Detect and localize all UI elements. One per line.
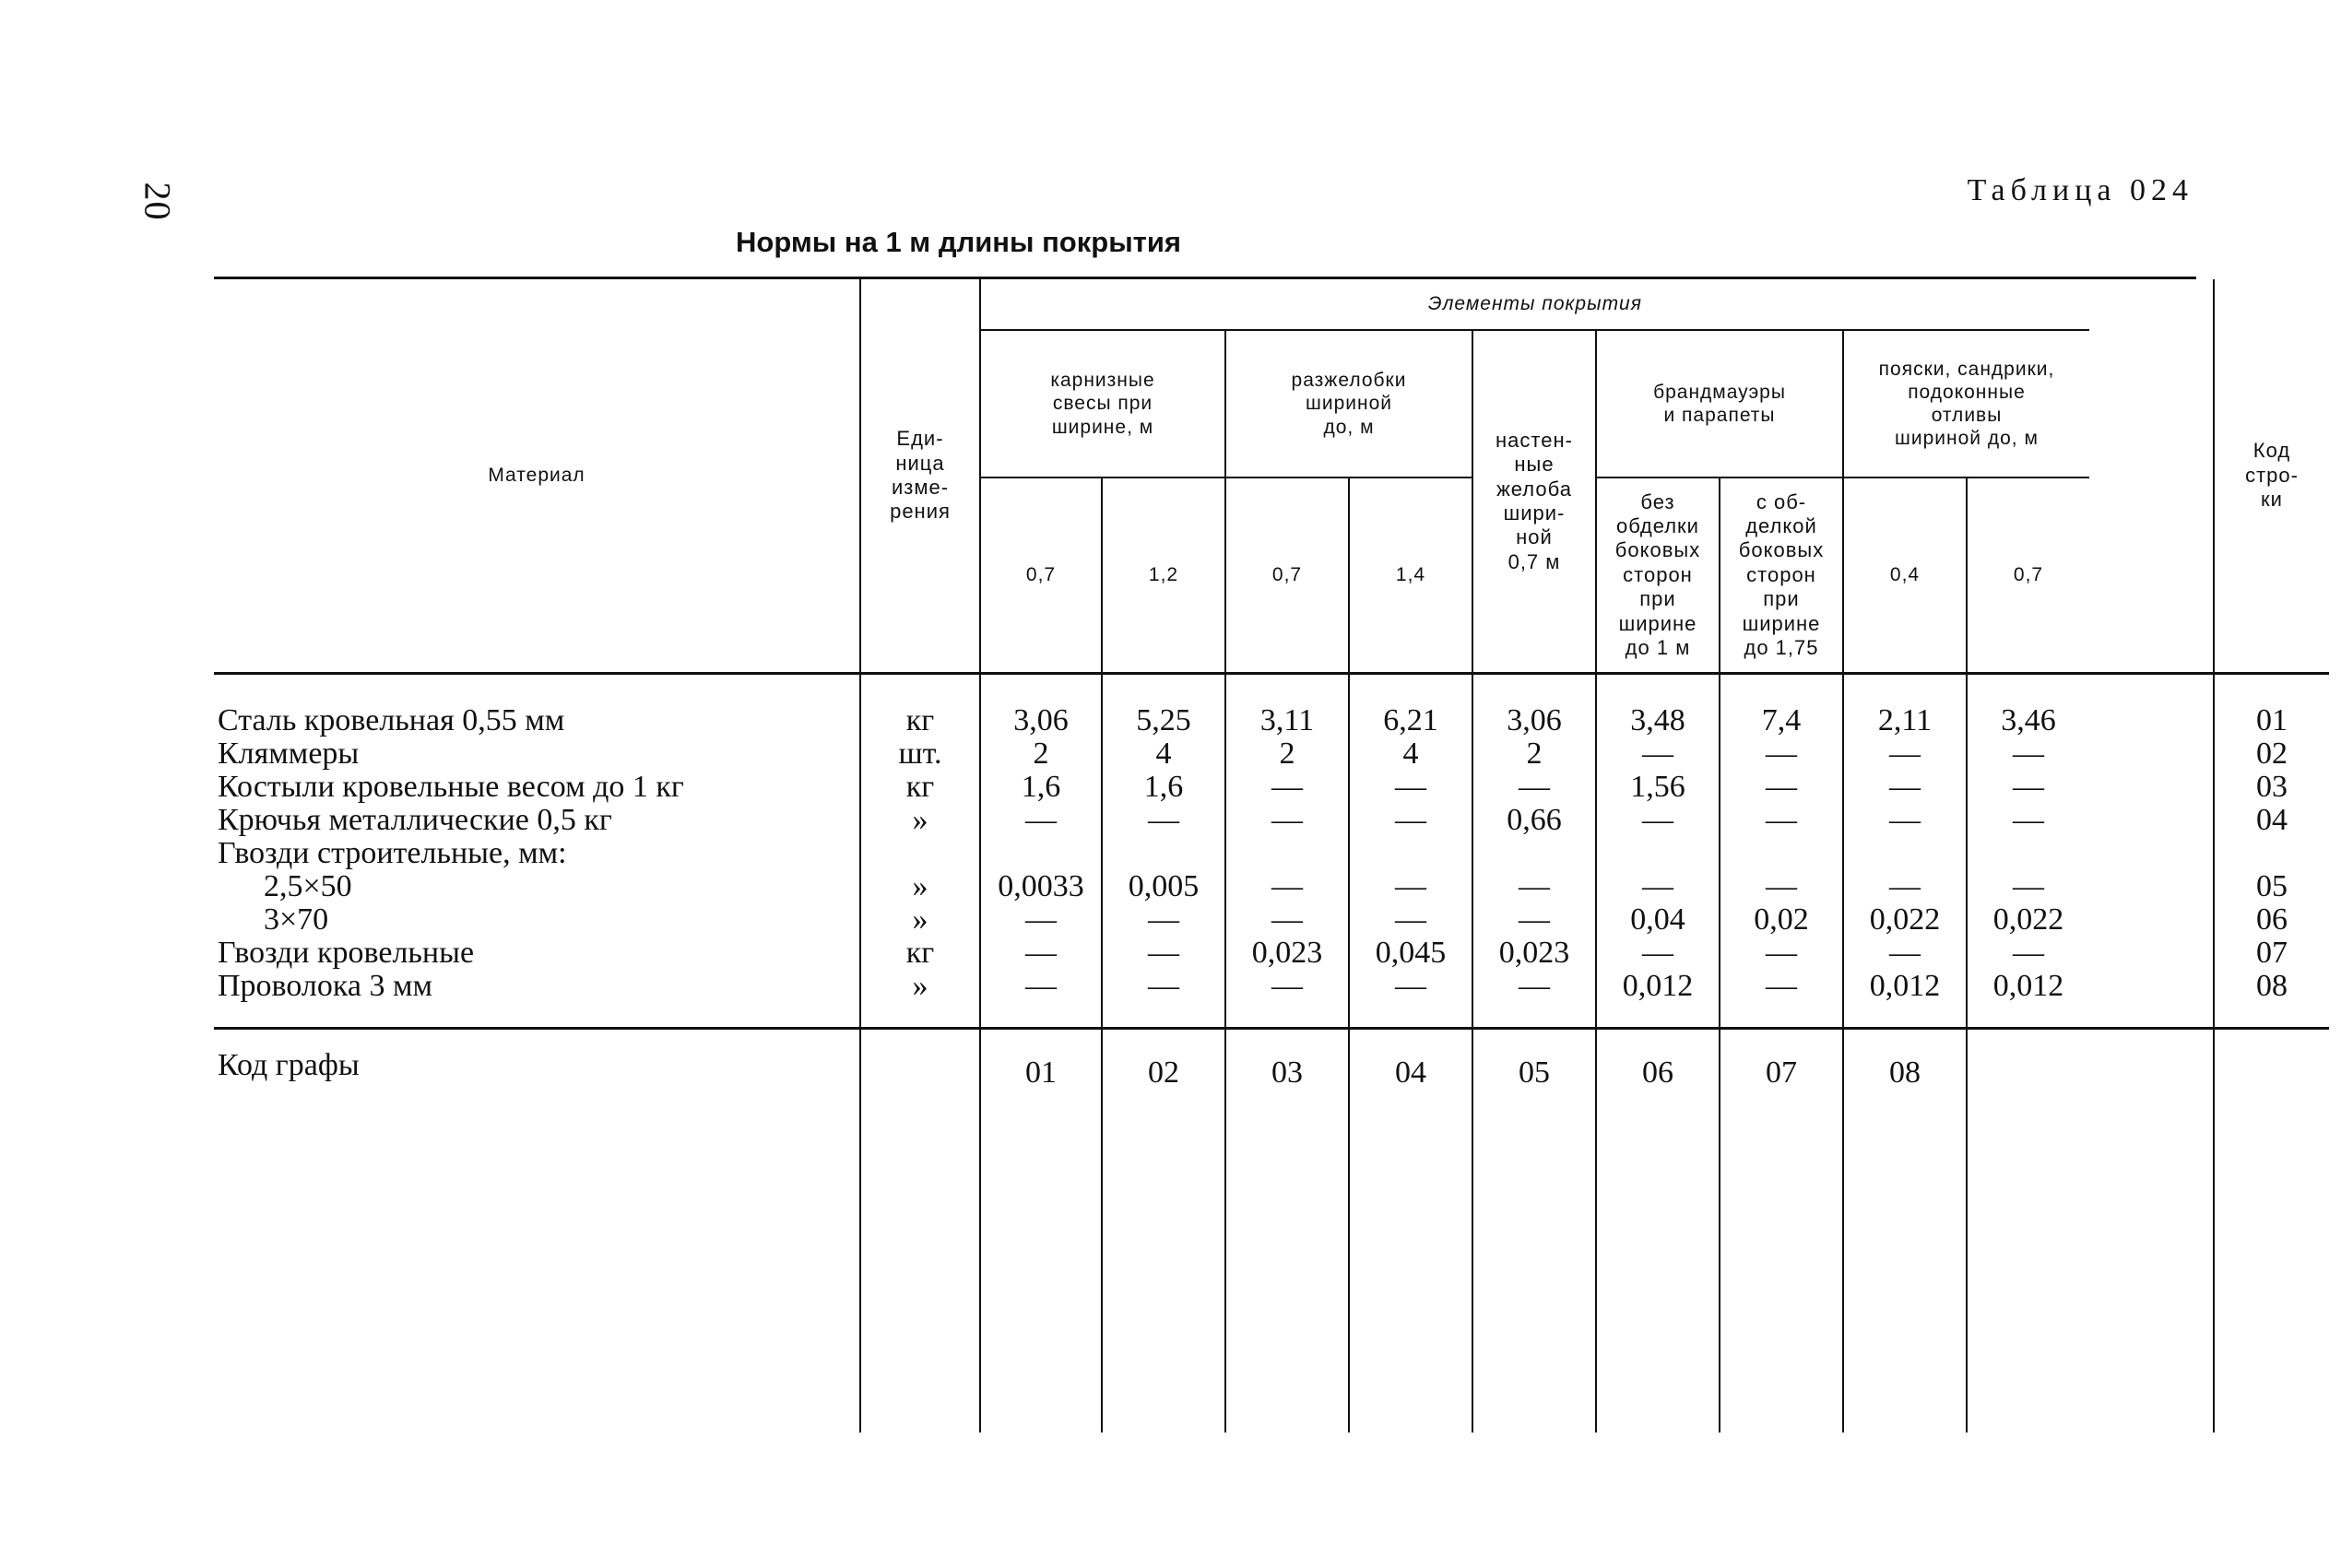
column-code — [1966, 1027, 2089, 1432]
unit-cell: шт. — [898, 737, 942, 771]
header-spacer — [2089, 279, 2213, 672]
value-cell: 0,022 — [1992, 902, 2064, 937]
value-cell: — — [1642, 803, 1673, 837]
material-name: Кляммеры — [218, 737, 360, 771]
unit-cell: кг — [905, 770, 935, 804]
material-name: Гвозди кровельные — [218, 936, 475, 970]
title-text: Нормы на 1 м длины покрытия — [736, 226, 1181, 258]
value-cell: 2 — [1279, 737, 1295, 771]
unit-column — [859, 672, 979, 1027]
value-cell: 1,6 — [1021, 770, 1061, 804]
column-code: 05 — [1472, 1027, 1595, 1432]
value-cell: 3,11 — [1259, 703, 1315, 737]
value-column-01 — [979, 672, 1101, 1027]
header-sub-c3: 0,7 — [1224, 478, 1348, 672]
value-cell: — — [2013, 770, 2044, 804]
value-cell: 0,012 — [1992, 969, 2064, 1003]
material-column — [214, 672, 859, 1027]
value-cell: — — [1025, 936, 1057, 970]
footer-label: Код графы — [214, 1027, 859, 1432]
value-cell: — — [1395, 770, 1426, 804]
value-cell: 4 — [1402, 737, 1419, 771]
value-cell: — — [1889, 936, 1921, 970]
value-cell: — — [1889, 869, 1921, 903]
value-cell: — — [1148, 936, 1179, 970]
value-cell: — — [1395, 969, 1426, 1003]
value-cell: 6,21 — [1383, 703, 1438, 737]
value-cell: — — [1766, 869, 1797, 903]
header-gutters: разжелобки шириной до, м — [1224, 331, 1472, 478]
header-fw-without: без обделки боковых сторон при ширине до 1 м — [1595, 478, 1719, 672]
row-code-cell: 01 — [2256, 703, 2288, 737]
value-cell: 3,06 — [1507, 703, 1562, 737]
header-sub-c9: 0,7 — [1966, 478, 2089, 672]
value-cell: 0,66 — [1507, 803, 1562, 837]
value-cell: — — [1766, 737, 1797, 771]
value-cell: 2 — [1033, 737, 1049, 771]
value-cell: 5,25 — [1136, 703, 1191, 737]
value-cell: — — [1395, 869, 1426, 903]
value-cell: 3,48 — [1630, 703, 1685, 737]
value-cell: 0,045 — [1375, 936, 1447, 970]
material-name: Гвозди строительные, мм: — [218, 836, 567, 870]
column-code: 02 — [1101, 1027, 1224, 1432]
value-cell: — — [1271, 803, 1303, 837]
value-cell: 1,6 — [1143, 770, 1184, 804]
unit-cell: » — [912, 869, 928, 903]
value-cell: — — [1519, 869, 1550, 903]
header-fw-with: с об- делкой боковых сторон при ширине до 1,75 — [1719, 478, 1842, 672]
material-name: Сталь кровельная 0,55 мм — [218, 703, 565, 737]
unit-cell: кг — [905, 936, 935, 970]
value-cell: 0,023 — [1498, 936, 1570, 970]
row-code-cell: 07 — [2256, 936, 2288, 970]
material-name: Крючья металлические 0,5 кг — [218, 803, 612, 837]
value-cell: 2,11 — [1877, 703, 1933, 737]
column-code: 03 — [1224, 1027, 1348, 1432]
header-sub-c2: 1,2 — [1101, 478, 1224, 672]
table-label: Таблица 024 — [1967, 173, 2193, 207]
column-code: 07 — [1719, 1027, 1842, 1432]
header-belts: пояски, сандрики, подоконные отливы шириной до, м — [1842, 331, 2089, 478]
header-row-code: Код стро- ки — [2213, 279, 2329, 672]
row-code-cell: 08 — [2256, 969, 2288, 1003]
body-spacer — [2089, 672, 2213, 1027]
page-title — [0, 226, 2341, 259]
value-cell: — — [1889, 803, 1921, 837]
value-column-06 — [1595, 672, 1719, 1027]
material-name: 3×70 — [264, 902, 329, 937]
value-cell: — — [1519, 969, 1550, 1003]
value-cell: 2 — [1526, 737, 1543, 771]
column-code: 08 — [1842, 1027, 1966, 1432]
value-cell: — — [1271, 869, 1303, 903]
value-cell: — — [1148, 803, 1179, 837]
value-cell: 3,06 — [1013, 703, 1069, 737]
value-cell: — — [2013, 803, 2044, 837]
row-code-cell: 02 — [2256, 737, 2288, 771]
value-column-04 — [1348, 672, 1472, 1027]
value-cell: — — [1889, 737, 1921, 771]
value-cell: — — [1889, 770, 1921, 804]
value-cell: — — [1271, 902, 1303, 937]
value-cell: — — [1766, 969, 1797, 1003]
page-number: 20 — [136, 182, 179, 221]
value-cell: — — [1519, 770, 1550, 804]
header-wall-gutters: настен- ные желоба шири- ной 0,7 м — [1472, 331, 1595, 672]
value-cell: — — [1148, 902, 1179, 937]
value-cell: — — [1642, 737, 1673, 771]
value-cell: — — [1395, 902, 1426, 937]
header-sub-c1: 0,7 — [979, 478, 1101, 672]
value-cell: — — [1025, 803, 1057, 837]
row-code-cell: 06 — [2256, 902, 2288, 937]
unit-cell: » — [912, 803, 928, 837]
header-material: Материал — [488, 465, 585, 487]
footer-cell — [859, 1027, 979, 1432]
value-column-07 — [1719, 672, 1842, 1027]
material-name: 2,5×50 — [264, 869, 352, 903]
value-cell: — — [1766, 803, 1797, 837]
footer-spacer — [2089, 1027, 2213, 1432]
value-cell: 0,04 — [1630, 902, 1685, 937]
value-column-03 — [1224, 672, 1348, 1027]
value-cell: — — [1766, 770, 1797, 804]
value-column-02 — [1101, 672, 1224, 1027]
unit-cell: » — [912, 969, 928, 1003]
value-cell: — — [1271, 969, 1303, 1003]
column-code: 01 — [979, 1027, 1101, 1432]
value-cell: — — [1766, 936, 1797, 970]
header-cornice: карнизные свесы при ширине, м — [979, 331, 1224, 478]
value-cell: 0,012 — [1622, 969, 1694, 1003]
value-cell: — — [1148, 969, 1179, 1003]
value-cell: 3,46 — [2001, 703, 2056, 737]
value-cell: 0,022 — [1869, 902, 1941, 937]
column-code: 06 — [1595, 1027, 1719, 1432]
header-elements: Элементы покрытия — [979, 279, 2089, 331]
unit-cell: » — [912, 902, 928, 937]
row-code-cell: 05 — [2256, 869, 2288, 903]
material-name: Проволока 3 мм — [218, 969, 433, 1003]
value-cell: — — [1395, 803, 1426, 837]
norms-table — [214, 277, 2299, 1432]
value-cell: 0,012 — [1869, 969, 1941, 1003]
column-code — [2213, 1027, 2329, 1432]
value-cell: 0,02 — [1754, 902, 1809, 937]
value-cell: — — [1642, 869, 1673, 903]
row-code-column — [2213, 672, 2329, 1027]
material-name: Костыли кровельные весом до 1 кг — [218, 770, 684, 804]
value-cell: — — [1025, 969, 1057, 1003]
header-unit: Еди- ница изме- рения — [859, 279, 979, 672]
value-cell: — — [1025, 902, 1057, 937]
row-code-cell: 04 — [2256, 803, 2288, 837]
column-code: 04 — [1348, 1027, 1472, 1432]
value-cell: — — [2013, 869, 2044, 903]
unit-cell: кг — [905, 703, 935, 737]
value-cell: 0,023 — [1251, 936, 1323, 970]
value-cell: — — [2013, 936, 2044, 970]
header-firewalls: брандмауэры и парапеты — [1595, 331, 1842, 478]
header-sub-c8: 0,4 — [1842, 478, 1966, 672]
value-cell: — — [1519, 902, 1550, 937]
value-column-08 — [1842, 672, 1966, 1027]
value-cell: — — [2013, 737, 2044, 771]
value-cell: — — [1271, 770, 1303, 804]
header-sub-c4: 1,4 — [1348, 478, 1472, 672]
value-column-05 — [1472, 672, 1595, 1027]
value-column-09 — [1966, 672, 2089, 1027]
value-cell: 0,005 — [1128, 869, 1200, 903]
value-cell: 1,56 — [1630, 770, 1685, 804]
row-code-cell: 03 — [2256, 770, 2288, 804]
value-cell: 0,0033 — [998, 869, 1084, 903]
value-cell: — — [1642, 936, 1673, 970]
value-cell: 7,4 — [1761, 703, 1802, 737]
value-cell: 4 — [1155, 737, 1172, 771]
